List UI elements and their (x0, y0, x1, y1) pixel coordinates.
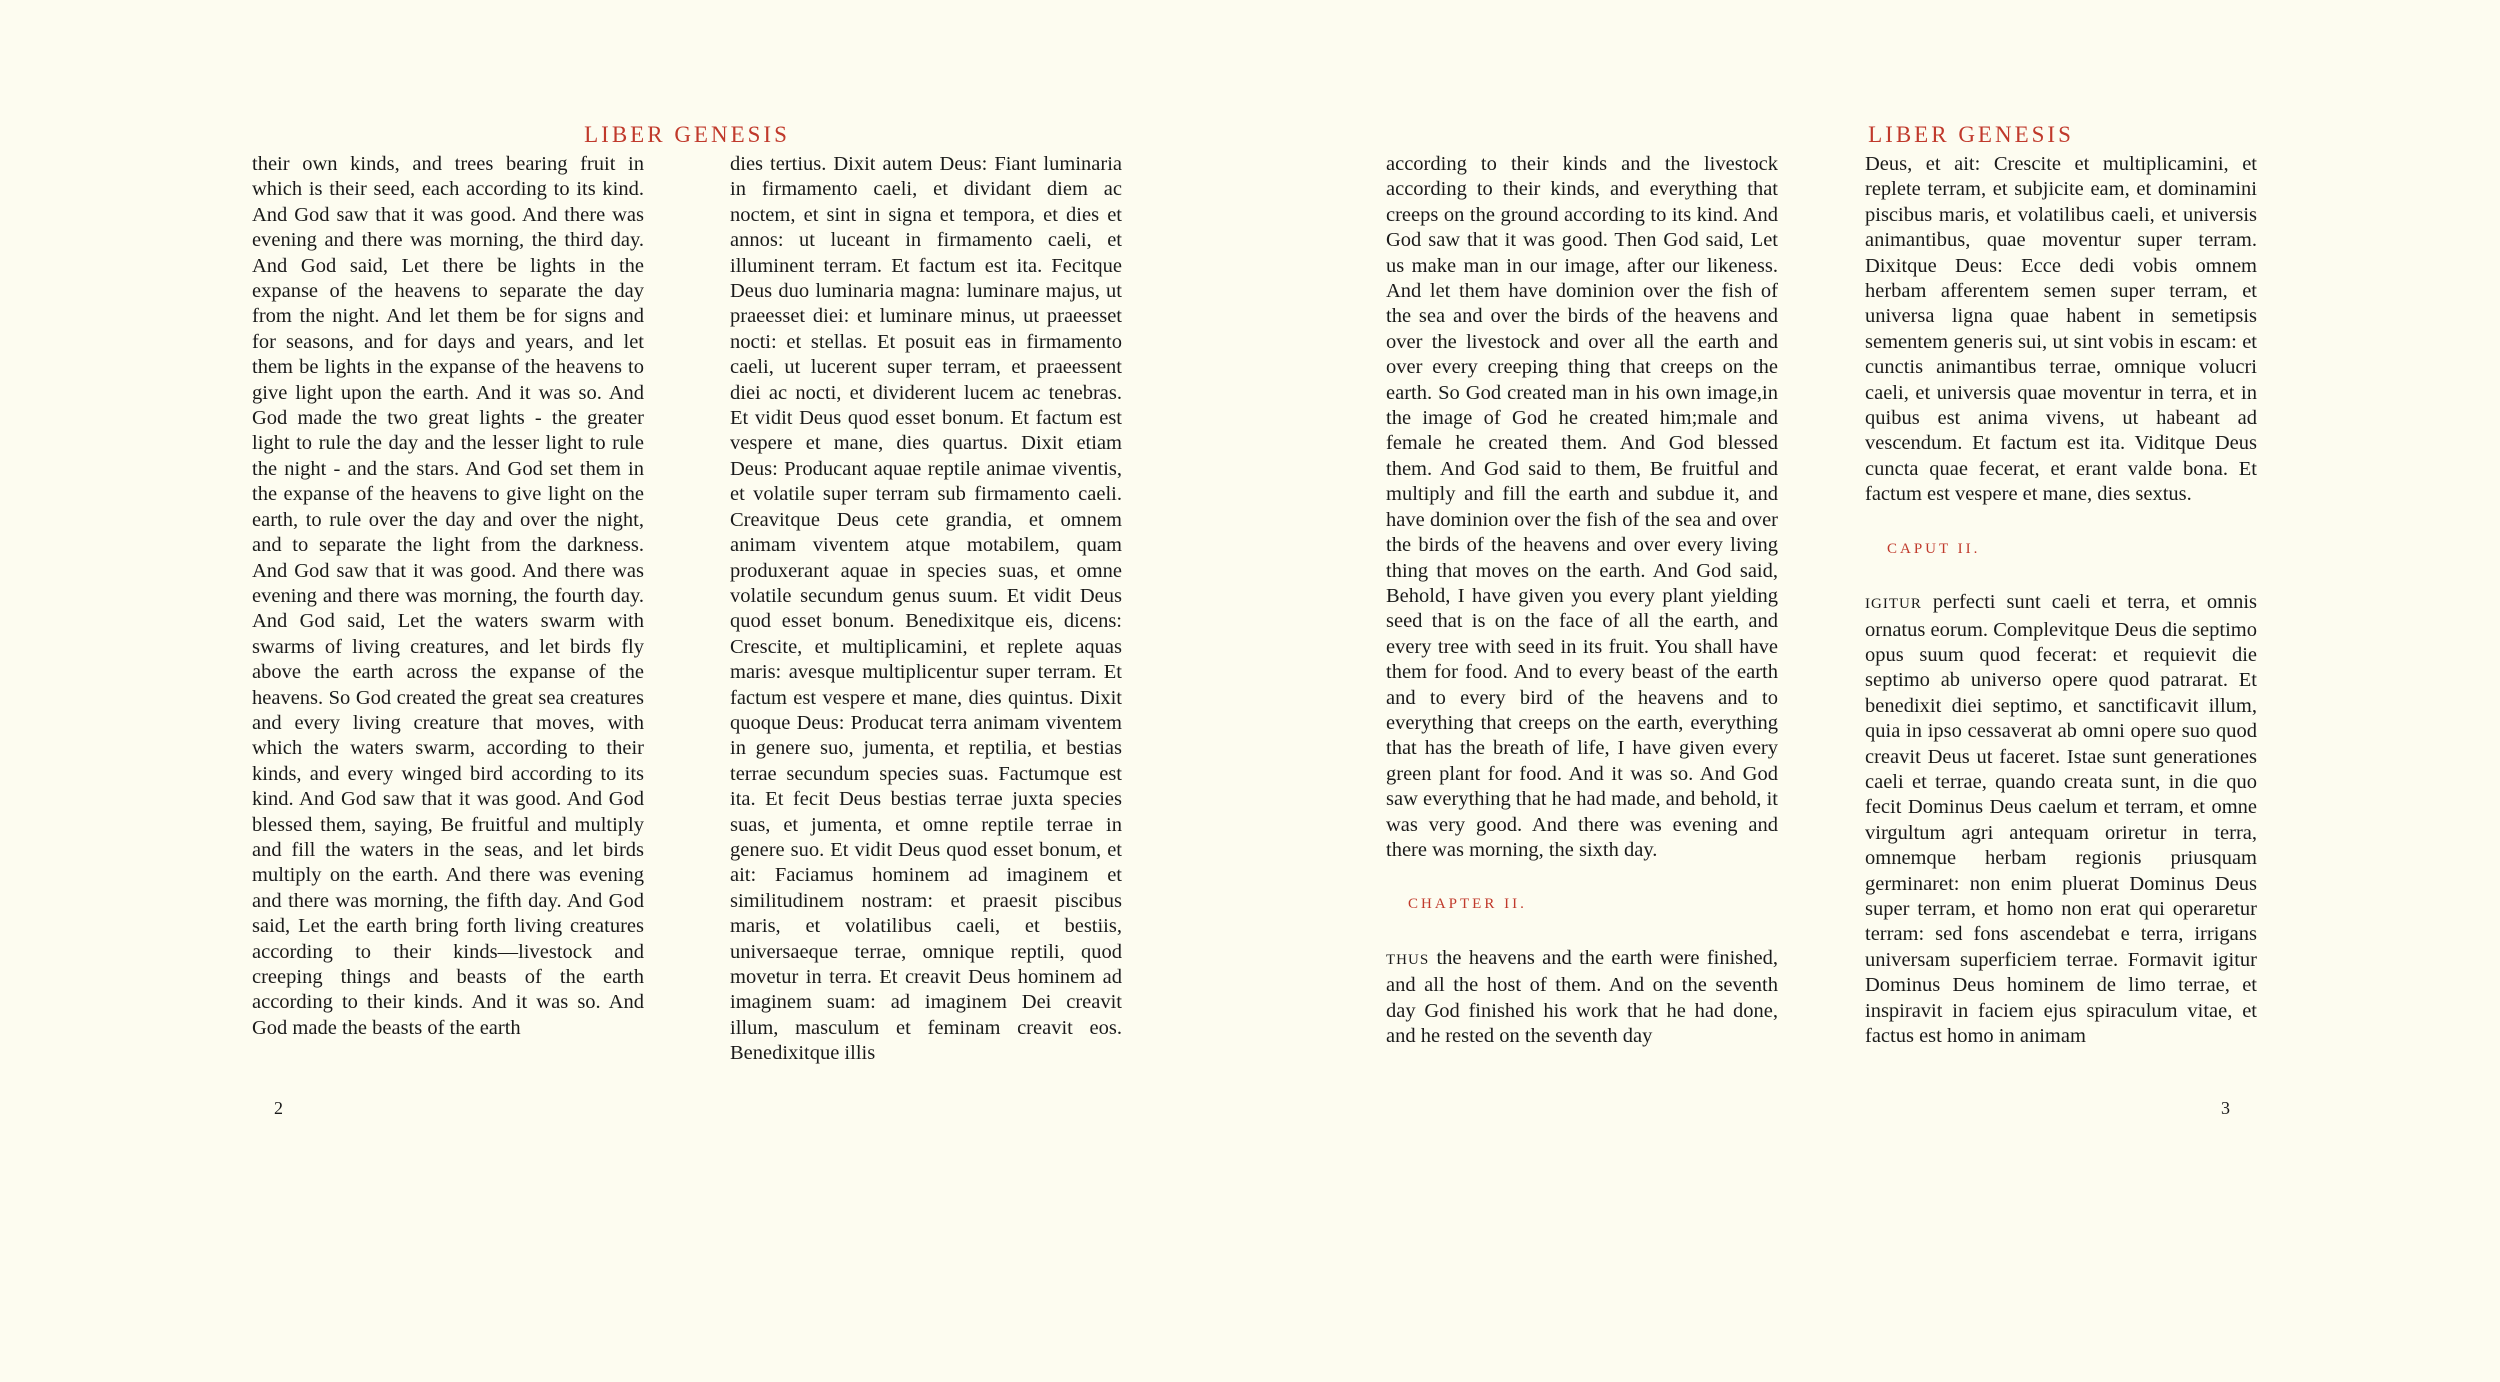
right-latin-text: Deus, et ait: Crescite et multiplicamini, et replete terram, et subjicite eam, et dominamini piscibus maris, et volatilibus caeli, et universis animantibus, quae moventur super terram. Dixitque Deus: Ecce dedi vobis omnem herbam afferentem semen super terram, et universa ligna quae habent in semetipsis sementem generis sui, ut sint vobis in escam: et cunctis animantibus terrae, omnique volucri caeli, et universis quae moventur in terra, et in quibus est anima vivens, ut habeant ad vescendum. Et factum est ita. Viditque Deus cuncta quae fecerat, et erant valde bona. Et factum est vespere et mane, dies sextus. (1865, 153, 2257, 506)
running-head-left: LIBER GENESIS (584, 122, 790, 147)
right-english-text-2-body: the heavens and the earth were finished, and all the host of them. And on the seventh day God finished his work that he had done, and he rested on the seventh day (1386, 946, 1778, 1047)
right-latin-text-2-body: perfecti sunt caeli et terra, et omnis ornatus eorum. Complevitque Deus die septimo opus suum quod fecerat: et requievit die septimo ab universo opere quod patrarat. Et benedixit diei septimo, et sanctificavit illum, quia in ipso cessaverat ab omni opere suo quod creavit Deus ut faceret. Istae sunt generationes caeli et terrae, quando creata sunt, in die quo fecit Dominus Deus caelum et terram, et omne virgultum agri antequam oriretur in terra, omnemque herbam regionis priusquam germinaret: non enim pluerat Dominus Deus super terram, et homo non erat qui operaretur terram: sed fons ascendebat e terra, irrigans universam superficiem terrae. Formavit igitur Dominus Deus hominem de limo terrae, et inspiravit in faciem ejus spiraculum vitae, et factus est homo in animam (1865, 591, 2257, 1047)
right-english-text-2 (1386, 946, 1778, 1050)
page-number-right: 3 (2221, 1098, 2230, 1118)
opening-word: THUS (1386, 951, 1430, 968)
caput-heading: CAPUT II. (1887, 540, 1981, 557)
running-head-right: LIBER GENESIS (1868, 122, 2074, 147)
right-english-text: according to their kinds and the livestock according to their kinds, and everything that creeps on the ground according to its kind. And God saw that it was good. Then God said, Let us make man in our image, after our likeness. And let them have dominion over the fish of the sea and over the birds of the heavens and over the livestock and over all the earth and over every creeping thing that creeps on the earth. So God created man in his own image,in the image of God he created him;male and female he created them. And God blessed them. And God said to them, Be fruitful and multiply and fill the earth and subdue it, and have dominion over the fish of the sea and over the birds of the heavens and over every living thing that moves on the earth. And God said, Behold, I have given you every plant yielding seed that is on the face of all the earth, and every tree with seed in its fruit. You shall have them for food. And to every beast of the earth and to every bird of the heavens and to everything that creeps on the earth, everything that has the breath of life, I have given every green plant for food. And it was so. And God saw everything that he had made, and behold, it was very good. And there was evening and there was morning, the sixth day. (1386, 153, 1778, 861)
right-latin-column (1865, 152, 2257, 1049)
right-latin-text-2 (1865, 590, 2257, 1049)
opening-word-latin: IGITUR (1865, 596, 1922, 613)
page-number-left: 2 (274, 1098, 283, 1118)
left-latin-text: dies tertius. Dixit autem Deus: Fiant luminaria in firmamento caeli, et dividant diem ac noctem, et sint in signa et tempora, et dies et annos: ut luceant in firmamento caeli, et illuminent terram. Et factum est ita. Fecitque Deus duo luminaria magna: luminare majus, ut praeesset diei: et luminare minus, ut praeesset nocti: et stellas. Et posuit eas in firmamento caeli, ut lucerent super terram, et praeessent diei ac nocti, et dividerent lucem ac tenebras. Et vidit Deus quod esset bonum. Et factum est vespere et mane, dies quartus. Dixit etiam Deus: Producant aquae reptile animae viventis, et volatile super terram sub firmamento caeli. Creavitque Deus cete grandia, et omnem animam viventem atque motabilem, quam produxerant aquae in species suas, et omne volatile secundum genus suum. Et vidit Deus quod esset bonum. Benedixitque eis, dicens: Crescite, et multiplicamini, et replete aquas maris: avesque multiplicentur super terram. Et factum est vespere et mane, dies quintus. Dixit quoque Deus: Producat terra animam viventem in genere suo, jumenta, et reptilia, et bestias terrae secundum species suas. Factumque est ita. Et fecit Deus bestias terrae juxta species suas, et jumenta, et omne reptile terrae in genere suo. Et vidit Deus quod esset bonum, et ait: Faciamus hominem ad imaginem et similitudinem nostram: et praesit piscibus maris, et volatilibus caeli, et bestiis, universaeque terrae, omnique reptili, quod movetur in terra. Et creavit Deus hominem ad imaginem suam: ad imaginem Dei creavit illum, masculum et feminam creavit eos. Benedixitque illis (730, 153, 1122, 1065)
right-page (1250, 0, 2500, 1382)
chapter-heading: CHAPTER II. (1408, 896, 1527, 913)
left-english-column (252, 152, 644, 1041)
left-latin-column (730, 152, 1122, 1067)
right-english-column (1386, 152, 1778, 1049)
left-english-text: their own kinds, and trees bearing fruit in which is their seed, each according to its kind. And God saw that it was good. And there was evening and there was morning, the third day. And God said, Let there be lights in the expanse of the heavens to separate the day from the night. And let them be for signs and for seasons, and for days and years, and let them be lights in the expanse of the heavens to give light upon the earth. And it was so. And God made the two great lights - the greater light to rule the day and the lesser light to rule the night - and the stars. And God set them in the expanse of the heavens to give light on the earth, to rule over the day and over the night, and to separate the light from the darkness. And God saw that it was good. And there was evening and there was morning, the fourth day. And God said, Let the waters swarm with swarms of living creatures, and let birds fly above the earth across the expanse of the heavens. So God created the great sea creatures and every living creature that moves, with which the waters swarm, according to their kinds, and every winged bird according to its kind. And God saw that it was good. And God blessed them, saying, Be fruitful and multiply and fill the waters in the seas, and let birds multiply on the earth. And there was evening and there was morning, the fifth day. And God said, Let the earth bring forth living creatures according to their kinds—livestock and creeping things and beasts of the earth according to their kinds. And it was so. And God made the beasts of the earth (252, 153, 644, 1039)
